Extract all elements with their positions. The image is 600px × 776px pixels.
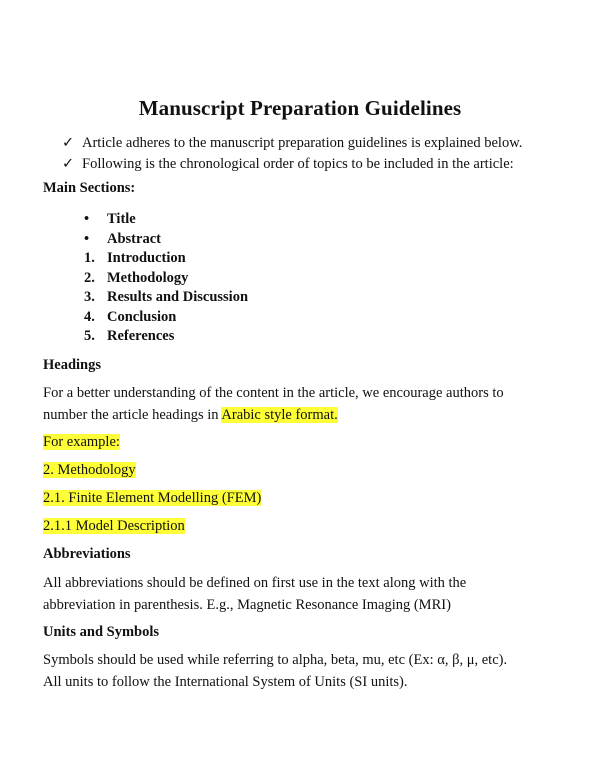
units-heading: Units and Symbols [43, 624, 160, 640]
list-item-label: Results and Discussion [107, 289, 249, 305]
main-sections-list [84, 210, 248, 347]
list-item [84, 230, 248, 250]
page-title: Manuscript Preparation Guidelines [138, 96, 462, 120]
checkmark-icon: ✓ [62, 135, 75, 151]
main-sections-heading: Main Sections: [43, 180, 136, 196]
list-item [84, 210, 248, 230]
list-item [84, 249, 248, 269]
number-marker: 2. [84, 269, 95, 286]
checklist-item [62, 154, 522, 175]
paragraph-line: Symbols should be used while referring to alpha, beta, mu, etc (Ex: α, β, μ, etc). [43, 652, 508, 668]
example-line [43, 488, 261, 508]
highlighted-text: 2.1. Finite Element Modelling (FEM) [43, 490, 262, 506]
number-marker: 1. [84, 250, 95, 266]
checklist [62, 133, 522, 175]
list-item-label: Introduction [107, 250, 186, 266]
list-item-label: Conclusion [107, 308, 177, 325]
list-item-label: Abstract [107, 230, 161, 247]
checklist-item [62, 133, 522, 154]
list-item [84, 269, 248, 289]
list-item-label: Title [107, 211, 136, 227]
paragraph-line: number the article headings in [43, 406, 222, 423]
abbreviations-heading: Abbreviations [43, 546, 131, 562]
example-line [43, 432, 120, 452]
paragraph-line: For a better understanding of the content in the article, we encourage authors to [43, 385, 504, 401]
list-item [84, 308, 248, 328]
abbreviations-paragraph [43, 573, 563, 616]
checkmark-icon: ✓ [62, 156, 75, 172]
highlighted-text: 2.1.1 Model Description [43, 518, 185, 534]
list-item [84, 288, 248, 308]
units-paragraph [43, 650, 563, 693]
number-marker: 5. [84, 328, 95, 344]
bullet-marker: • [84, 211, 90, 227]
paragraph-line: abbreviation in parenthesis. E.g., Magnetic Resonance Imaging (MRI) [43, 596, 451, 613]
highlighted-text: 2. Methodology [43, 462, 136, 478]
highlighted-text: Arabic style format. [221, 406, 338, 423]
headings-heading: Headings [43, 357, 102, 373]
example-line [43, 460, 136, 480]
headings-paragraph [43, 383, 563, 426]
checklist-text: Following is the chronological order of topics to be included in the article: [82, 156, 514, 172]
checklist-text: Article adheres to the manuscript preparation guidelines is explained below. [82, 135, 523, 151]
paragraph-line: All abbreviations should be defined on first use in the text along with the [43, 575, 467, 591]
list-item-label: Methodology [107, 269, 189, 286]
highlighted-text: For example: [43, 434, 120, 450]
example-line [43, 516, 185, 536]
paragraph-line: All units to follow the International System of Units (SI units). [43, 673, 408, 690]
number-marker: 4. [84, 308, 95, 325]
number-marker: 3. [84, 289, 95, 305]
list-item [84, 327, 248, 347]
list-item-label: References [107, 328, 175, 344]
bullet-marker: • [84, 230, 90, 247]
